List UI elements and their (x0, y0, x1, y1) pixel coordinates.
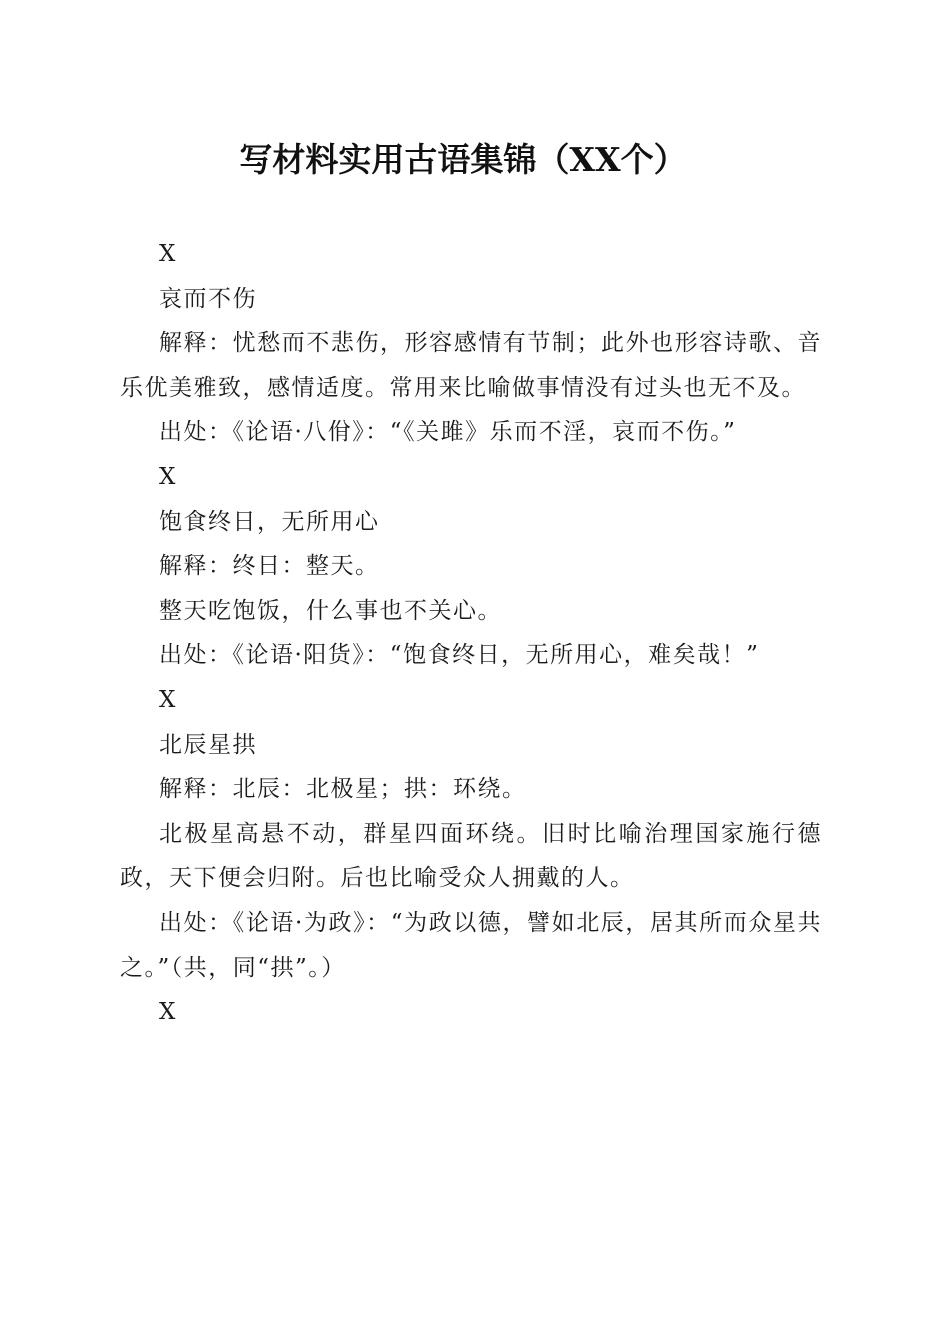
paragraph: 解释：终日：整天。 (159, 553, 380, 580)
paragraph: 解释：北辰：北极星；拱：环绕。 (159, 776, 527, 803)
paragraph: 解释：忧愁而不悲伤，形容感情有节制；此外也形容诗歌、音乐优美雅致，感情适度。常用来比喻做事情没有过头也无不及。 (120, 330, 822, 401)
paragraph: X (159, 463, 177, 490)
paragraph: X (159, 241, 177, 267)
document-title: 写材料实用古语集锦（XX个） (239, 140, 687, 179)
document-body (120, 232, 822, 1035)
paragraph: 北极星高悬不动，群星四面环绕。旧时比喻治理国家施行德政，天下便会归附。后也比喻受众人拥戴的人。 (120, 820, 822, 892)
paragraph: 饱食终日，无所用心 (159, 508, 380, 535)
paragraph: 北辰星拱 (159, 731, 257, 758)
paragraph: X (159, 999, 177, 1026)
paragraph: 整天吃饱饭，什么事也不关心。 (159, 597, 502, 624)
paragraph: X (159, 686, 177, 713)
paragraph: 哀而不伤 (159, 285, 257, 312)
paragraph: 出处：《论语·阳货》：“饱食终日，无所用心，难矣哉！” (159, 642, 760, 669)
paragraph: 出处：《论语·八佾》：“《关雎》乐而不淫，哀而不伤。” (159, 419, 737, 446)
paragraph: 出处：《论语·为政》：“为政以德，譬如北辰，居其所而众星共之。”（共，同“拱”。） (120, 909, 822, 981)
